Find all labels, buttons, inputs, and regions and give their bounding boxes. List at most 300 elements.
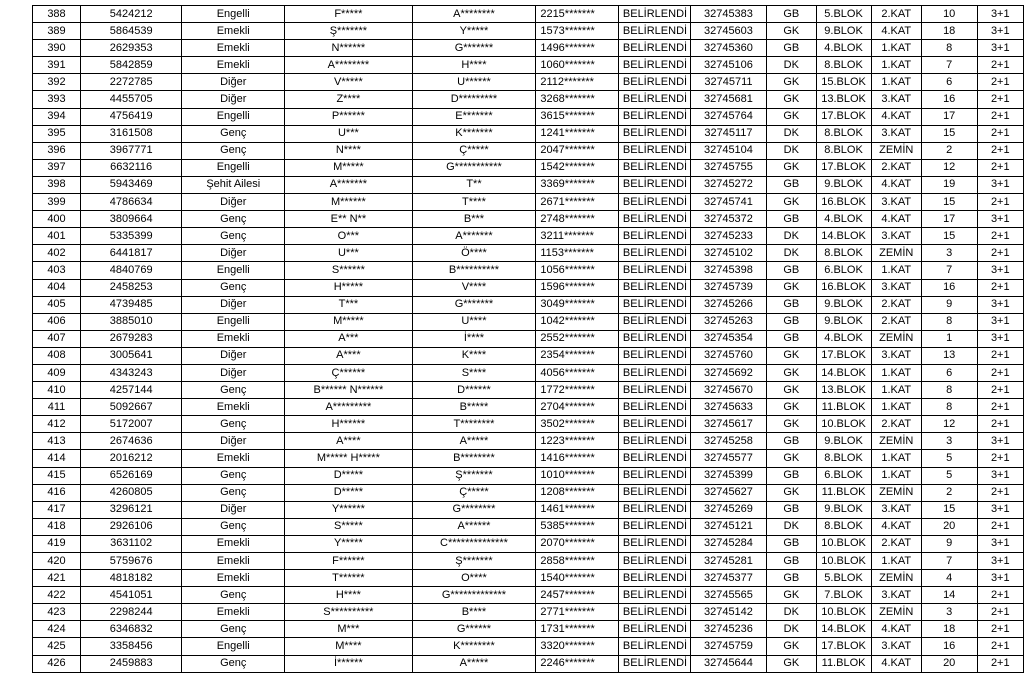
- cell-row-number: 420: [33, 553, 81, 570]
- cell-contract-number: 32745633: [690, 399, 766, 416]
- cell-status: BELİRLENDİ: [618, 364, 690, 381]
- cell-room-layout: 2+1: [977, 245, 1023, 262]
- table-row: [33, 194, 1024, 211]
- cell-applicant-id: 3631102: [81, 535, 182, 552]
- cell-first-name-masked: M******: [285, 194, 412, 211]
- cell-applicant-id: 5172007: [81, 416, 182, 433]
- cell-first-name-masked: S*****: [285, 518, 412, 535]
- cell-room-layout: 2+1: [977, 74, 1023, 91]
- cell-tc-number-masked: 1042*******: [536, 313, 619, 330]
- cell-unit-type: GK: [767, 347, 816, 364]
- cell-status: BELİRLENDİ: [618, 245, 690, 262]
- cell-category: Genç: [182, 279, 285, 296]
- cell-apartment-number: 3: [921, 433, 977, 450]
- cell-category: Engelli: [182, 108, 285, 125]
- cell-tc-number-masked: 1056*******: [536, 262, 619, 279]
- cell-apartment-number: 8: [921, 382, 977, 399]
- cell-first-name-masked: D*****: [285, 467, 412, 484]
- cell-category: Diğer: [182, 347, 285, 364]
- cell-contract-number: 32745760: [690, 347, 766, 364]
- cell-floor: 2.KAT: [871, 313, 921, 330]
- table-row: [33, 347, 1024, 364]
- cell-row-number: 425: [33, 638, 81, 655]
- cell-last-name-masked: D*********: [412, 91, 536, 108]
- table-row: [33, 621, 1024, 638]
- cell-tc-number-masked: 3615*******: [536, 108, 619, 125]
- cell-block: 9.BLOK: [816, 176, 871, 193]
- cell-applicant-id: 3005641: [81, 347, 182, 364]
- cell-applicant-id: 3885010: [81, 313, 182, 330]
- cell-contract-number: 32745266: [690, 296, 766, 313]
- cell-unit-type: GK: [767, 450, 816, 467]
- cell-room-layout: 2+1: [977, 450, 1023, 467]
- cell-floor: 1.KAT: [871, 262, 921, 279]
- table-row: [33, 279, 1024, 296]
- cell-last-name-masked: A********: [412, 6, 536, 23]
- cell-unit-type: GK: [767, 364, 816, 381]
- cell-block: 6.BLOK: [816, 262, 871, 279]
- cell-category: Emekli: [182, 604, 285, 621]
- cell-tc-number-masked: 1573*******: [536, 23, 619, 40]
- table-row: [33, 467, 1024, 484]
- cell-first-name-masked: U***: [285, 245, 412, 262]
- cell-block: 4.BLOK: [816, 330, 871, 347]
- cell-tc-number-masked: 1060*******: [536, 57, 619, 74]
- table-row: [33, 570, 1024, 587]
- cell-block: 8.BLOK: [816, 518, 871, 535]
- cell-contract-number: 32745670: [690, 382, 766, 399]
- cell-unit-type: GB: [767, 296, 816, 313]
- cell-tc-number-masked: 2748*******: [536, 211, 619, 228]
- cell-first-name-masked: İ******: [285, 655, 412, 672]
- cell-apartment-number: 3: [921, 604, 977, 621]
- table-row: [33, 501, 1024, 518]
- cell-tc-number-masked: 2246*******: [536, 655, 619, 672]
- cell-apartment-number: 20: [921, 518, 977, 535]
- cell-last-name-masked: T****: [412, 194, 536, 211]
- cell-block: 5.BLOK: [816, 6, 871, 23]
- cell-block: 13.BLOK: [816, 91, 871, 108]
- cell-room-layout: 2+1: [977, 638, 1023, 655]
- table-row: [33, 74, 1024, 91]
- cell-tc-number-masked: 1241*******: [536, 125, 619, 142]
- cell-category: Şehit Ailesi: [182, 176, 285, 193]
- cell-unit-type: DK: [767, 57, 816, 74]
- cell-block: 16.BLOK: [816, 279, 871, 296]
- cell-category: Genç: [182, 587, 285, 604]
- cell-floor: 2.KAT: [871, 416, 921, 433]
- cell-contract-number: 32745360: [690, 40, 766, 57]
- cell-unit-type: DK: [767, 604, 816, 621]
- cell-last-name-masked: Ş*******: [412, 467, 536, 484]
- cell-row-number: 415: [33, 467, 81, 484]
- cell-tc-number-masked: 1542*******: [536, 159, 619, 176]
- cell-tc-number-masked: 1461*******: [536, 501, 619, 518]
- cell-last-name-masked: G*************: [412, 587, 536, 604]
- cell-first-name-masked: U***: [285, 125, 412, 142]
- cell-unit-type: GB: [767, 467, 816, 484]
- cell-contract-number: 32745372: [690, 211, 766, 228]
- cell-first-name-masked: N******: [285, 40, 412, 57]
- cell-first-name-masked: M***: [285, 621, 412, 638]
- cell-row-number: 405: [33, 296, 81, 313]
- cell-category: Genç: [182, 655, 285, 672]
- cell-row-number: 398: [33, 176, 81, 193]
- cell-row-number: 393: [33, 91, 81, 108]
- table-row: [33, 108, 1024, 125]
- cell-first-name-masked: E** N**: [285, 211, 412, 228]
- cell-block: 11.BLOK: [816, 655, 871, 672]
- cell-room-layout: 2+1: [977, 604, 1023, 621]
- cell-room-layout: 3+1: [977, 296, 1023, 313]
- cell-tc-number-masked: 1540*******: [536, 570, 619, 587]
- cell-applicant-id: 6346832: [81, 621, 182, 638]
- cell-tc-number-masked: 2704*******: [536, 399, 619, 416]
- cell-last-name-masked: Ö****: [412, 245, 536, 262]
- cell-status: BELİRLENDİ: [618, 450, 690, 467]
- cell-last-name-masked: Y*****: [412, 23, 536, 40]
- cell-last-name-masked: T**: [412, 176, 536, 193]
- cell-first-name-masked: O***: [285, 228, 412, 245]
- cell-tc-number-masked: 4056*******: [536, 364, 619, 381]
- table-row: [33, 330, 1024, 347]
- cell-apartment-number: 12: [921, 159, 977, 176]
- cell-floor: 3.KAT: [871, 587, 921, 604]
- cell-last-name-masked: B*****: [412, 399, 536, 416]
- cell-row-number: 421: [33, 570, 81, 587]
- cell-apartment-number: 7: [921, 57, 977, 74]
- cell-tc-number-masked: 2671*******: [536, 194, 619, 211]
- cell-room-layout: 3+1: [977, 176, 1023, 193]
- cell-applicant-id: 6441817: [81, 245, 182, 262]
- cell-apartment-number: 2: [921, 484, 977, 501]
- cell-row-number: 397: [33, 159, 81, 176]
- cell-tc-number-masked: 1223*******: [536, 433, 619, 450]
- cell-contract-number: 32745577: [690, 450, 766, 467]
- cell-contract-number: 32745142: [690, 604, 766, 621]
- cell-first-name-masked: Y*****: [285, 535, 412, 552]
- cell-unit-type: DK: [767, 125, 816, 142]
- cell-category: Genç: [182, 467, 285, 484]
- cell-contract-number: 32745236: [690, 621, 766, 638]
- cell-status: BELİRLENDİ: [618, 228, 690, 245]
- cell-row-number: 402: [33, 245, 81, 262]
- table-row: [33, 638, 1024, 655]
- cell-status: BELİRLENDİ: [618, 638, 690, 655]
- cell-status: BELİRLENDİ: [618, 74, 690, 91]
- cell-applicant-id: 2298244: [81, 604, 182, 621]
- cell-tc-number-masked: 1596*******: [536, 279, 619, 296]
- cell-applicant-id: 4786634: [81, 194, 182, 211]
- cell-block: 14.BLOK: [816, 364, 871, 381]
- cell-room-layout: 3+1: [977, 467, 1023, 484]
- table-row: [33, 296, 1024, 313]
- cell-unit-type: DK: [767, 518, 816, 535]
- cell-first-name-masked: H****: [285, 587, 412, 604]
- cell-first-name-masked: M****: [285, 638, 412, 655]
- cell-applicant-id: 5842859: [81, 57, 182, 74]
- cell-row-number: 395: [33, 125, 81, 142]
- cell-category: Diğer: [182, 433, 285, 450]
- cell-last-name-masked: T********: [412, 416, 536, 433]
- cell-last-name-masked: U****: [412, 313, 536, 330]
- cell-first-name-masked: H******: [285, 416, 412, 433]
- cell-apartment-number: 15: [921, 194, 977, 211]
- cell-tc-number-masked: 2771*******: [536, 604, 619, 621]
- cell-unit-type: GB: [767, 6, 816, 23]
- cell-room-layout: 3+1: [977, 535, 1023, 552]
- cell-apartment-number: 17: [921, 211, 977, 228]
- cell-last-name-masked: Ç*****: [412, 142, 536, 159]
- cell-first-name-masked: Ç******: [285, 364, 412, 381]
- cell-last-name-masked: G*******: [412, 296, 536, 313]
- cell-apartment-number: 6: [921, 364, 977, 381]
- cell-category: Genç: [182, 382, 285, 399]
- cell-unit-type: GK: [767, 108, 816, 125]
- cell-first-name-masked: S******: [285, 262, 412, 279]
- cell-applicant-id: 2272785: [81, 74, 182, 91]
- cell-tc-number-masked: 3369*******: [536, 176, 619, 193]
- cell-status: BELİRLENDİ: [618, 23, 690, 40]
- cell-block: 11.BLOK: [816, 399, 871, 416]
- cell-tc-number-masked: 1153*******: [536, 245, 619, 262]
- cell-unit-type: GK: [767, 382, 816, 399]
- cell-category: Diğer: [182, 364, 285, 381]
- cell-applicant-id: 3967771: [81, 142, 182, 159]
- cell-unit-type: GB: [767, 570, 816, 587]
- cell-tc-number-masked: 3320*******: [536, 638, 619, 655]
- cell-floor: 3.KAT: [871, 347, 921, 364]
- table-row: [33, 245, 1024, 262]
- cell-block: 8.BLOK: [816, 245, 871, 262]
- cell-block: 9.BLOK: [816, 501, 871, 518]
- cell-tc-number-masked: 3502*******: [536, 416, 619, 433]
- cell-tc-number-masked: 3211*******: [536, 228, 619, 245]
- cell-contract-number: 32745603: [690, 23, 766, 40]
- cell-status: BELİRLENDİ: [618, 279, 690, 296]
- cell-status: BELİRLENDİ: [618, 553, 690, 570]
- cell-room-layout: 2+1: [977, 228, 1023, 245]
- cell-applicant-id: 5864539: [81, 23, 182, 40]
- cell-room-layout: 2+1: [977, 194, 1023, 211]
- cell-unit-type: GK: [767, 638, 816, 655]
- table-body: [33, 6, 1024, 673]
- cell-first-name-masked: F*****: [285, 6, 412, 23]
- cell-contract-number: 32745263: [690, 313, 766, 330]
- cell-apartment-number: 8: [921, 313, 977, 330]
- cell-block: 8.BLOK: [816, 142, 871, 159]
- cell-block: 17.BLOK: [816, 638, 871, 655]
- cell-apartment-number: 9: [921, 296, 977, 313]
- table-row: [33, 604, 1024, 621]
- cell-category: Engelli: [182, 159, 285, 176]
- cell-contract-number: 32745739: [690, 279, 766, 296]
- cell-block: 13.BLOK: [816, 382, 871, 399]
- cell-apartment-number: 4: [921, 570, 977, 587]
- cell-block: 4.BLOK: [816, 211, 871, 228]
- cell-unit-type: GB: [767, 211, 816, 228]
- cell-room-layout: 2+1: [977, 125, 1023, 142]
- cell-row-number: 400: [33, 211, 81, 228]
- cell-contract-number: 32745764: [690, 108, 766, 125]
- cell-room-layout: 2+1: [977, 484, 1023, 501]
- cell-last-name-masked: D******: [412, 382, 536, 399]
- cell-block: 9.BLOK: [816, 433, 871, 450]
- cell-room-layout: 3+1: [977, 433, 1023, 450]
- cell-tc-number-masked: 3049*******: [536, 296, 619, 313]
- cell-first-name-masked: S**********: [285, 604, 412, 621]
- cell-status: BELİRLENDİ: [618, 416, 690, 433]
- cell-contract-number: 32745272: [690, 176, 766, 193]
- cell-room-layout: 3+1: [977, 330, 1023, 347]
- cell-first-name-masked: N****: [285, 142, 412, 159]
- cell-category: Emekli: [182, 57, 285, 74]
- cell-unit-type: GB: [767, 433, 816, 450]
- cell-floor: 1.KAT: [871, 74, 921, 91]
- table-row: [33, 176, 1024, 193]
- cell-contract-number: 32745692: [690, 364, 766, 381]
- cell-apartment-number: 1: [921, 330, 977, 347]
- cell-first-name-masked: V*****: [285, 74, 412, 91]
- cell-category: Diğer: [182, 74, 285, 91]
- cell-tc-number-masked: 2070*******: [536, 535, 619, 552]
- cell-contract-number: 32745354: [690, 330, 766, 347]
- table-row: [33, 125, 1024, 142]
- table-row: [33, 6, 1024, 23]
- cell-category: Engelli: [182, 313, 285, 330]
- cell-floor: 3.KAT: [871, 194, 921, 211]
- cell-unit-type: GK: [767, 159, 816, 176]
- cell-block: 4.BLOK: [816, 40, 871, 57]
- cell-block: 16.BLOK: [816, 194, 871, 211]
- cell-floor: 3.KAT: [871, 228, 921, 245]
- cell-unit-type: GB: [767, 176, 816, 193]
- cell-category: Emekli: [182, 330, 285, 347]
- table-row: [33, 416, 1024, 433]
- cell-unit-type: GB: [767, 262, 816, 279]
- table-row: [33, 484, 1024, 501]
- table-row: [33, 364, 1024, 381]
- cell-applicant-id: 2016212: [81, 450, 182, 467]
- cell-first-name-masked: A***: [285, 330, 412, 347]
- cell-tc-number-masked: 1416*******: [536, 450, 619, 467]
- cell-status: BELİRLENDİ: [618, 621, 690, 638]
- cell-unit-type: DK: [767, 142, 816, 159]
- cell-contract-number: 32745398: [690, 262, 766, 279]
- table-row: [33, 228, 1024, 245]
- cell-applicant-id: 3161508: [81, 125, 182, 142]
- cell-room-layout: 2+1: [977, 518, 1023, 535]
- cell-room-layout: 3+1: [977, 553, 1023, 570]
- cell-floor: ZEMİN: [871, 484, 921, 501]
- cell-unit-type: GK: [767, 587, 816, 604]
- cell-floor: 4.KAT: [871, 176, 921, 193]
- cell-unit-type: GK: [767, 655, 816, 672]
- cell-room-layout: 2+1: [977, 279, 1023, 296]
- cell-category: Genç: [182, 125, 285, 142]
- cell-applicant-id: 2629353: [81, 40, 182, 57]
- cell-room-layout: 2+1: [977, 621, 1023, 638]
- cell-floor: 1.KAT: [871, 382, 921, 399]
- cell-contract-number: 32745644: [690, 655, 766, 672]
- cell-category: Emekli: [182, 553, 285, 570]
- cell-apartment-number: 7: [921, 553, 977, 570]
- cell-tc-number-masked: 1496*******: [536, 40, 619, 57]
- cell-row-number: 417: [33, 501, 81, 518]
- cell-last-name-masked: G******: [412, 621, 536, 638]
- cell-applicant-id: 4818182: [81, 570, 182, 587]
- cell-last-name-masked: Ş*******: [412, 553, 536, 570]
- table-row: [33, 535, 1024, 552]
- table-row: [33, 553, 1024, 570]
- cell-unit-type: GB: [767, 553, 816, 570]
- cell-unit-type: GK: [767, 399, 816, 416]
- cell-first-name-masked: Ş*******: [285, 23, 412, 40]
- cell-apartment-number: 19: [921, 176, 977, 193]
- cell-room-layout: 3+1: [977, 40, 1023, 57]
- cell-status: BELİRLENDİ: [618, 108, 690, 125]
- cell-contract-number: 32745681: [690, 91, 766, 108]
- cell-floor: 4.KAT: [871, 621, 921, 638]
- cell-category: Engelli: [182, 6, 285, 23]
- cell-row-number: 411: [33, 399, 81, 416]
- cell-apartment-number: 13: [921, 347, 977, 364]
- cell-status: BELİRLENDİ: [618, 194, 690, 211]
- cell-contract-number: 32745617: [690, 416, 766, 433]
- cell-status: BELİRLENDİ: [618, 535, 690, 552]
- cell-contract-number: 32745383: [690, 6, 766, 23]
- cell-applicant-id: 2926106: [81, 518, 182, 535]
- cell-block: 8.BLOK: [816, 57, 871, 74]
- cell-status: BELİRLENDİ: [618, 604, 690, 621]
- cell-first-name-masked: Y******: [285, 501, 412, 518]
- cell-last-name-masked: İ****: [412, 330, 536, 347]
- cell-block: 9.BLOK: [816, 296, 871, 313]
- table-row: [33, 142, 1024, 159]
- cell-first-name-masked: A****: [285, 347, 412, 364]
- cell-first-name-masked: P******: [285, 108, 412, 125]
- cell-last-name-masked: B********: [412, 450, 536, 467]
- cell-applicant-id: 2674636: [81, 433, 182, 450]
- cell-applicant-id: 4739485: [81, 296, 182, 313]
- table-row: [33, 23, 1024, 40]
- cell-last-name-masked: G********: [412, 501, 536, 518]
- cell-room-layout: 2+1: [977, 587, 1023, 604]
- cell-status: BELİRLENDİ: [618, 159, 690, 176]
- cell-apartment-number: 8: [921, 40, 977, 57]
- cell-status: BELİRLENDİ: [618, 330, 690, 347]
- cell-contract-number: 32745121: [690, 518, 766, 535]
- cell-unit-type: GK: [767, 23, 816, 40]
- cell-last-name-masked: K****: [412, 347, 536, 364]
- cell-status: BELİRLENDİ: [618, 382, 690, 399]
- cell-apartment-number: 8: [921, 399, 977, 416]
- cell-contract-number: 32745711: [690, 74, 766, 91]
- cell-tc-number-masked: 5385*******: [536, 518, 619, 535]
- cell-applicant-id: 3358456: [81, 638, 182, 655]
- cell-block: 9.BLOK: [816, 313, 871, 330]
- cell-applicant-id: 4343243: [81, 364, 182, 381]
- cell-last-name-masked: A*****: [412, 433, 536, 450]
- cell-tc-number-masked: 2457*******: [536, 587, 619, 604]
- cell-tc-number-masked: 1208*******: [536, 484, 619, 501]
- cell-row-number: 390: [33, 40, 81, 57]
- cell-apartment-number: 5: [921, 467, 977, 484]
- cell-apartment-number: 20: [921, 655, 977, 672]
- cell-category: Emekli: [182, 40, 285, 57]
- table-row: [33, 433, 1024, 450]
- cell-applicant-id: 5759676: [81, 553, 182, 570]
